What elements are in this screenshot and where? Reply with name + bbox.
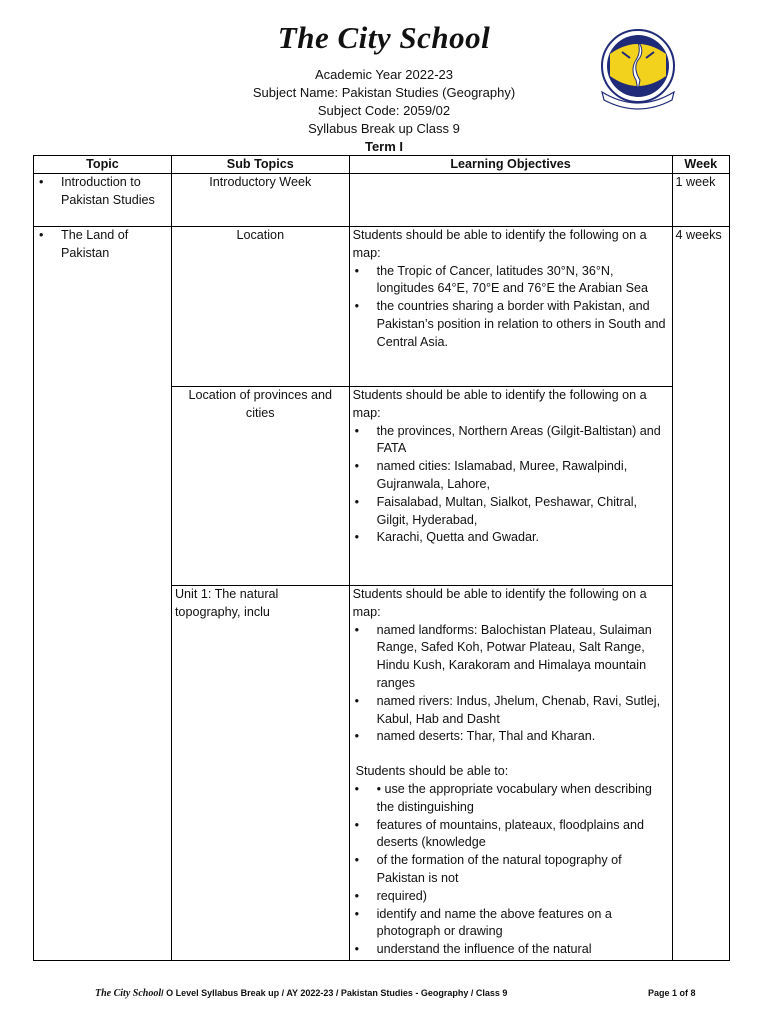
subtopic-cell: Location of provinces and cities xyxy=(171,387,349,586)
column-header-topic: Topic xyxy=(34,156,172,174)
subject-code: Subject Code: 2059/02 xyxy=(317,103,451,118)
objectives-cell xyxy=(349,174,672,227)
objectives-intro: Students should be able to identify the following on a map: xyxy=(352,388,647,420)
list-item: • the provinces, Northern Areas (Gilgit-Baltistan) and FATA xyxy=(353,423,669,459)
table-row xyxy=(34,227,730,387)
table-row xyxy=(34,174,730,227)
week-cell: 1 week xyxy=(672,174,730,227)
list-item: • Karachi, Quetta and Gwadar. xyxy=(353,529,669,547)
list-item: • required) xyxy=(353,888,669,906)
column-header-objectives: Learning Objectives xyxy=(349,156,672,174)
subtopic-cell: Location xyxy=(171,227,349,387)
topic-cell: • Introduction to Pakistan Studies xyxy=(34,174,172,227)
list-item: • Faisalabad, Multan, Sialkot, Peshawar, Chitral, Gilgit, Hyderabad, xyxy=(353,494,669,530)
list-item: • identify and name the above features on a photograph or drawing xyxy=(353,906,669,942)
term-heading: Term I xyxy=(364,139,404,154)
subtopic-cell: Unit 1: The natural topography, inclu xyxy=(171,586,349,961)
list-item: • understand the influence of the natural xyxy=(353,941,669,959)
objectives-cell xyxy=(349,586,672,961)
school-title: The City School xyxy=(277,20,491,55)
table-header-row xyxy=(34,156,730,174)
objectives-cell xyxy=(349,227,672,387)
subtopic-cell: Introductory Week xyxy=(171,174,349,227)
column-header-week: Week xyxy=(672,156,730,174)
footer-school: The City School xyxy=(95,988,162,999)
objectives-intro: Students should be able to: xyxy=(355,764,509,779)
list-item: • features of mountains, plateaux, floodplains and deserts (knowledge xyxy=(353,817,669,853)
topic-text: Introduction to Pakistan Studies xyxy=(61,175,155,207)
column-header-subtopics: Sub Topics xyxy=(171,156,349,174)
list-item: • named rivers: Indus, Jhelum, Chenab, Ravi, Sutlej, Kabul, Hab and Dasht xyxy=(353,693,669,729)
list-item: • of the formation of the natural topography of Pakistan is not xyxy=(353,852,669,888)
syllabus-title: Syllabus Break up Class 9 xyxy=(308,121,460,136)
syllabus-table xyxy=(33,155,730,961)
subject-name: Subject Name: Pakistan Studies (Geography) xyxy=(252,85,516,100)
list-item: • named cities: Islamabad, Muree, Rawalpindi, Gujranwala, Lahore, xyxy=(353,458,669,494)
objectives-cell xyxy=(349,387,672,586)
list-item: • • use the appropriate vocabulary when describing the distinguishing xyxy=(353,781,669,817)
academic-year: Academic Year 2022-23 xyxy=(314,67,454,82)
objectives-intro: Students should be able to identify the following on a map: xyxy=(352,587,647,619)
topic-cell: • The Land of Pakistan xyxy=(34,227,172,961)
objectives-intro: Students should be able to identify the following on a map: xyxy=(352,228,647,260)
list-item: • the countries sharing a border with Pakistan, and Pakistan’s position in relation to others in South and Central Asia. xyxy=(353,298,669,351)
list-item: • the Tropic of Cancer, latitudes 30°N, 36°N, longitudes 64°E, 70°E and 76°E the Arabian Sea xyxy=(353,263,669,299)
document-header xyxy=(0,66,768,156)
list-item: • named deserts: Thar, Thal and Kharan. xyxy=(353,728,669,746)
page-number: Page 1 of 8 xyxy=(648,988,696,998)
footer-text: / O Level Syllabus Break up / AY 2022-23 / Pakistan Studies - Geography / Class 9 xyxy=(161,988,508,998)
topic-text: The Land of Pakistan xyxy=(61,228,129,260)
list-item: • named landforms: Balochistan Plateau, Sulaiman Range, Safed Koh, Potwar Plateau, Salt Range, Hindu Kush, Karakoram and Himalaya mountain ranges xyxy=(353,622,669,693)
week-cell: 4 weeks xyxy=(672,227,730,961)
